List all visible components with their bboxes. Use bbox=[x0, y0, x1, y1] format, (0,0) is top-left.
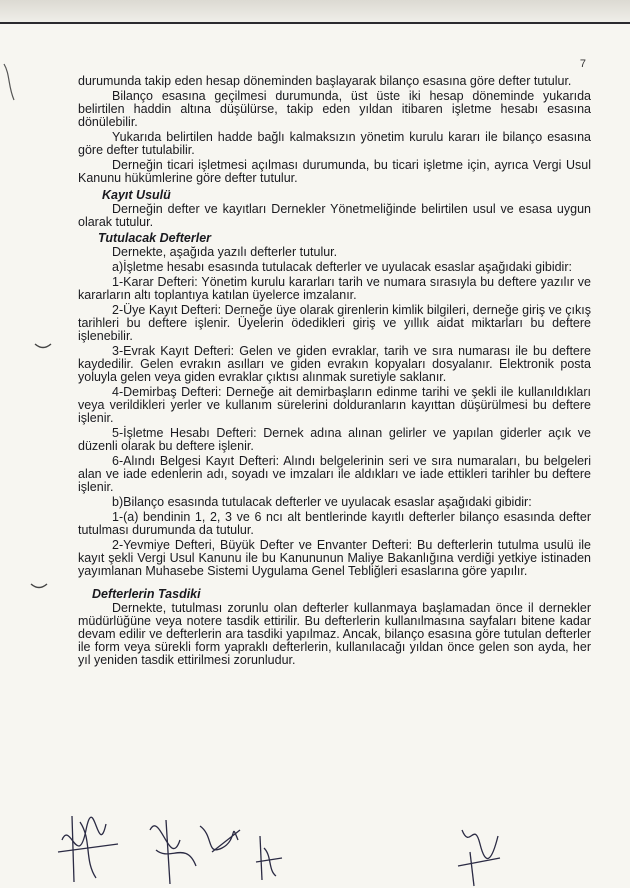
margin-punch-mark bbox=[30, 582, 48, 592]
body-paragraph: 3-Evrak Kayıt Defteri: Gelen ve giden evraklar, tarih ve sıra numarası ile bu deftere kaydedilir. Gelen evrakın asılları ve giden evrakın kopyaları dosyalanır. Elektronik posta yoluyla gelen veya giden evraklar çıktısı alınmak suretiyle saklanır. bbox=[78, 344, 591, 384]
signature-3 bbox=[200, 826, 240, 852]
signature-1 bbox=[58, 816, 118, 882]
signature-4 bbox=[256, 836, 282, 880]
margin-punch-mark bbox=[34, 342, 52, 352]
body-paragraph: durumunda takip eden hesap döneminden başlayarak bilanço esasına göre defter tutulur. bbox=[78, 74, 572, 88]
document-body bbox=[78, 75, 591, 669]
signature-2 bbox=[150, 820, 196, 884]
body-paragraph: Dernekte, tutulması zorunlu olan defterler kullanmaya başlamadan önce il dernekler müdürlüğüne veya notere tasdik ettirilir. Bu defterlerin kullanılmasına sayfaları bitene kadar devam edilir ve defterlerin ara tasdiki yapılmaz. Ancak, bilanço esasına göre tutulan defterler ile form veya sürekli form yapraklı defterlerin, kullanılacağı yıldan önce gelen son ayda, her yıl yeniden tasdik ettirilmesi zorunludur. bbox=[78, 601, 591, 667]
scan-top-edge bbox=[0, 0, 630, 22]
header-rule bbox=[0, 22, 630, 24]
signature-5 bbox=[458, 830, 500, 886]
body-paragraph: 1-Karar Defteri: Yönetim kurulu kararları tarih ve numara sırasıyla bu deftere yazılır ve kararların altı toplantıya katılan üyelerce imzalanır. bbox=[78, 275, 591, 302]
body-paragraph: b)Bilanço esasında tutulacak defterler ve uyulacak esaslar aşağıdaki gibidir: bbox=[112, 495, 532, 509]
body-paragraph: Dernekte, aşağıda yazılı defterler tutulur. bbox=[112, 245, 338, 259]
signature-area bbox=[0, 800, 630, 888]
page-number: 7 bbox=[579, 58, 586, 70]
section-heading: Tutulacak Defterler bbox=[98, 231, 212, 245]
body-paragraph: 2-Yevmiye Defteri, Büyük Defter ve Envanter Defteri: Bu defterlerin tutulma usulü ile kayıt şekli Vergi Usul Kanunu ile bu Kanununun Maliye Bakanlığına verdiği yetkiye istinaden yayımlanan Muhasebe Sistemi Uygulama Genel Tebliğleri esaslarına göre yapılır. bbox=[78, 538, 591, 578]
body-paragraph: Bilanço esasına geçilmesi durumunda, üst üste iki hesap döneminde yukarıda belirtilen haddin altına düşülürse, takip eden yıldan itibaren işletme hesabı esasına dönülebilir. bbox=[78, 89, 591, 129]
body-paragraph: Yukarıda belirtilen hadde bağlı kalmaksızın yönetim kurulu kararı ile bilanço esasına göre defter tutulabilir. bbox=[78, 130, 591, 157]
section-heading: Defterlerin Tasdiki bbox=[92, 587, 201, 601]
body-paragraph: Derneğin ticari işletmesi açılması durumunda, bu ticari işletme için, ayrıca Vergi Usul Kanunu hükümlerine göre defter tutulur. bbox=[78, 158, 591, 185]
section-heading: Kayıt Usulü bbox=[102, 188, 171, 202]
body-paragraph: 5-İşletme Hesabı Defteri: Dernek adına alınan gelirler ve yapılan giderler açık ve düzenli olarak bu deftere işlenir. bbox=[78, 426, 591, 453]
body-paragraph: 4-Demirbaş Defteri: Derneğe ait demirbaşların edinme tarihi ve şekli ile kullanıldıkları veya verildikleri yerler ve kullanım sürelerini dolduranların kayıttan düşürülmesi bu deftere işlenir. bbox=[78, 385, 591, 425]
body-paragraph: 1-(a) bendinin 1, 2, 3 ve 6 ncı alt bentlerinde kayıtlı defterler bilanço esasında defter tutulması durumunda da tutulur. bbox=[78, 510, 591, 537]
body-paragraph: Derneğin defter ve kayıtları Dernekler Yönetmeliğinde belirtilen usul ve esasa uygun olarak tutulur. bbox=[78, 202, 591, 229]
body-paragraph: a)İşletme hesabı esasında tutulacak defterler ve uyulacak esaslar aşağıdaki gibidir: bbox=[112, 260, 572, 274]
margin-tick-mark bbox=[0, 60, 22, 106]
body-paragraph: 6-Alındı Belgesi Kayıt Defteri: Alındı belgelerinin seri ve sıra numaraları, bu belgeleri alan ve iade edenlerin adı, soyadı ve imzaları ile aldıkları ve iade ettikleri tarihler bu deftere işlenir. bbox=[78, 454, 591, 494]
body-paragraph: 2-Üye Kayıt Defteri: Derneğe üye olarak girenlerin kimlik bilgileri, derneğe giriş ve çıkış tarihleri bu deftere işlenir. Üyelerin ödedikleri giriş ve yıllık aidat miktarları bu deftere işlenebilir. bbox=[78, 303, 591, 343]
